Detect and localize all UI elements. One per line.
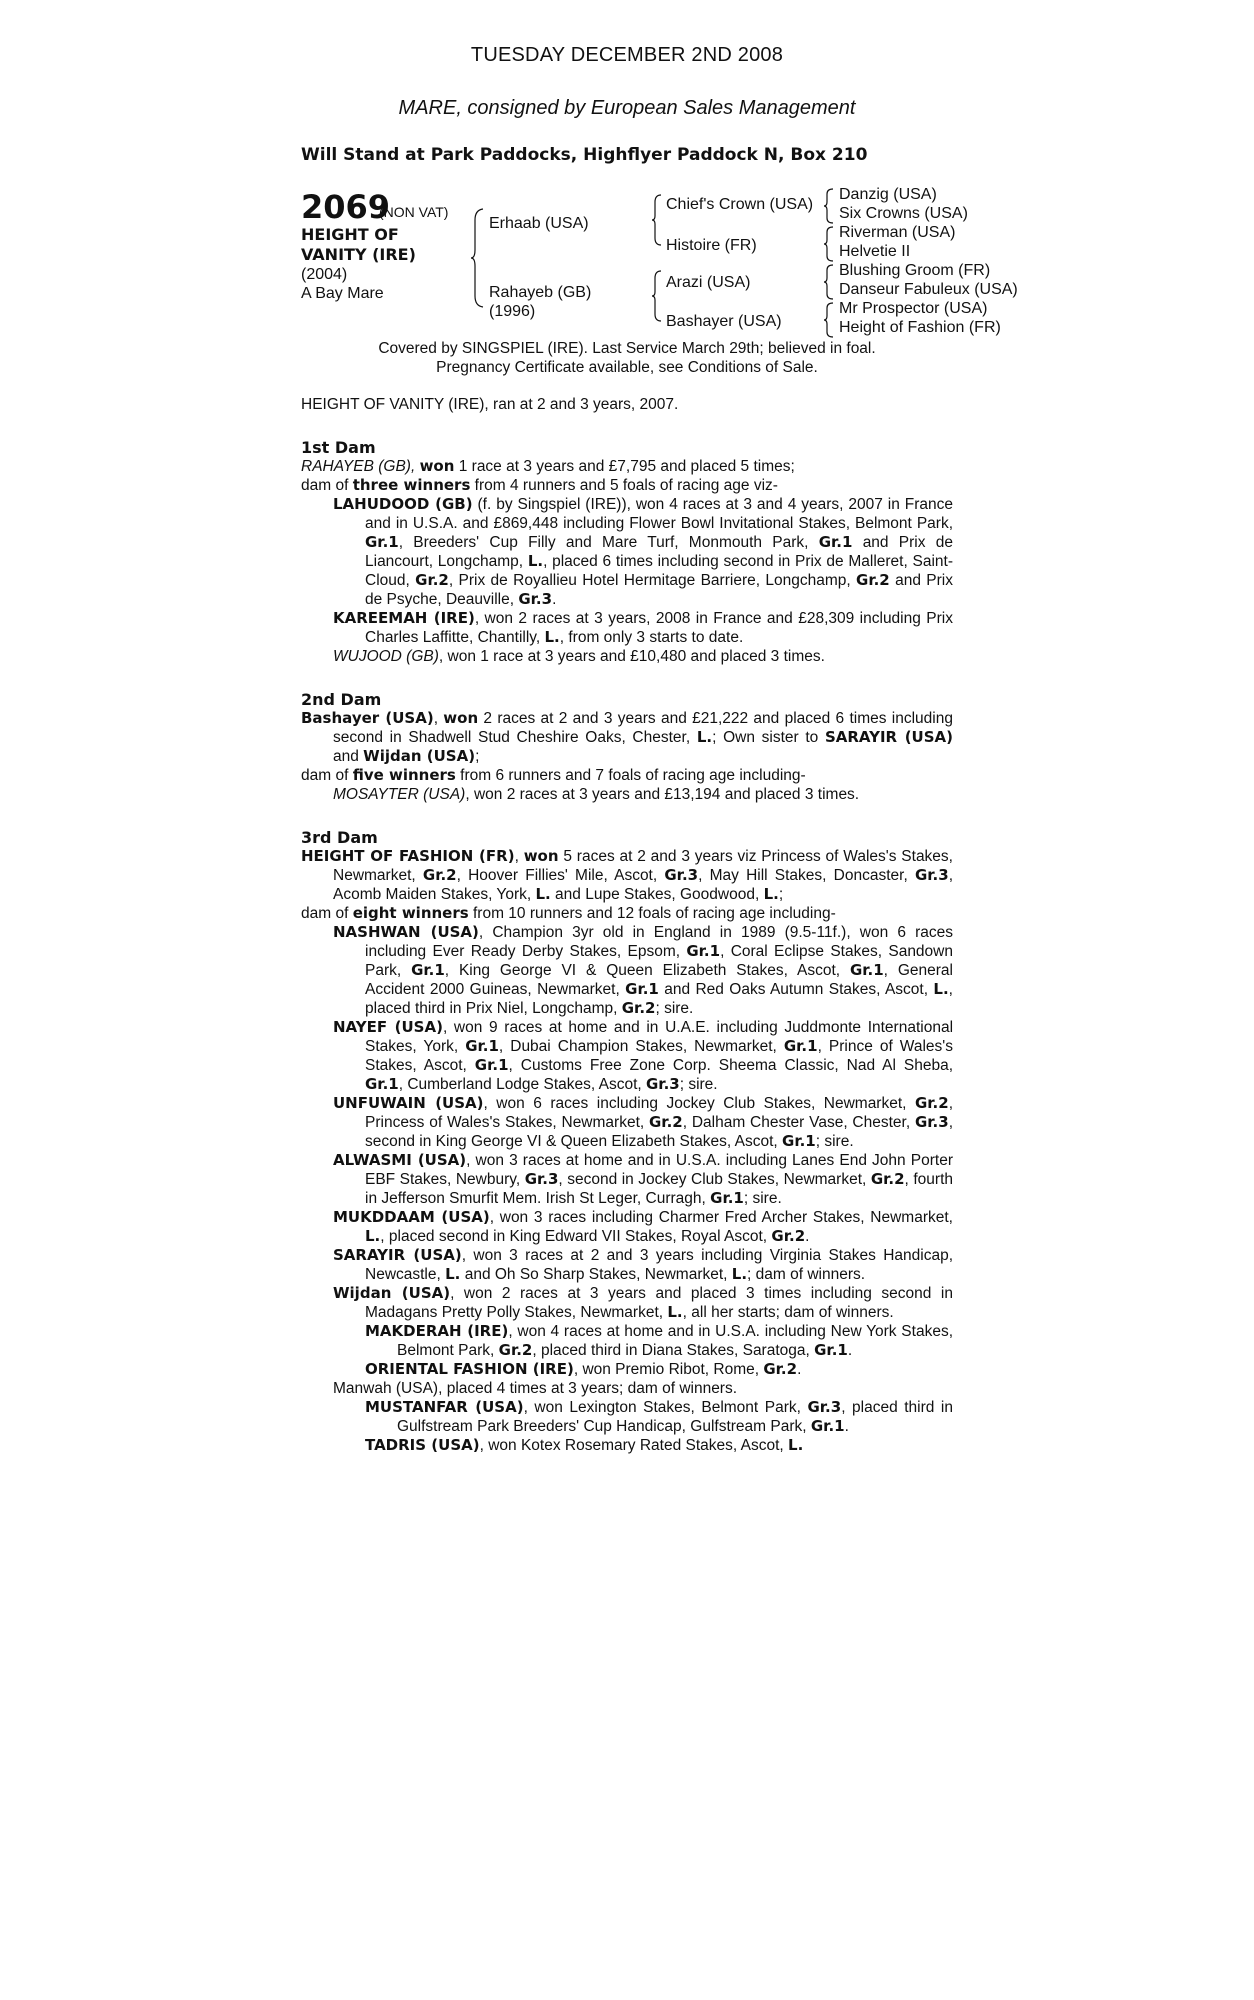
- entry-text: , placed second in King Edward VII Stakes, Royal Ascot,: [380, 1228, 772, 1245]
- covered-notice: [0, 339, 1254, 377]
- second-dam-name: Bashayer (USA): [301, 709, 434, 727]
- entry-text: , won 4 races at home and in U.S.A. including New York Stakes, Belmont Park,: [397, 1323, 953, 1359]
- entry-text: ;: [475, 748, 480, 765]
- first-dam-record-text: 1 race at 3 years and £7,795 and placed 5 times;: [454, 458, 795, 475]
- third-dam-produce: [301, 904, 953, 923]
- entry-text: ; Own sister to: [712, 729, 825, 746]
- entry-text: ; sire.: [815, 1133, 854, 1150]
- entry-text: ; sire.: [655, 1000, 694, 1017]
- entry-text: .: [847, 1342, 853, 1359]
- produce-text: dam of: [301, 477, 353, 494]
- produce-entry-mukddaam: [333, 1208, 953, 1246]
- produce-text: dam of: [301, 767, 353, 784]
- produce-entry-tadris: [365, 1436, 953, 1455]
- consignment-line: MARE, consigned by European Sales Management: [398, 97, 856, 119]
- winners-count: eight winners: [352, 904, 469, 922]
- won-label: won: [523, 847, 559, 865]
- produce-entry-oriental-fashion: [365, 1360, 953, 1379]
- intro-line: HEIGHT OF VANITY (IRE), ran at 2 and 3 years, 2007.: [301, 396, 679, 413]
- grade-label: Gr.1: [465, 1037, 499, 1055]
- listed-label: L.: [667, 1303, 683, 1321]
- produce-entry-mustanfar: [365, 1398, 953, 1436]
- horse-description: A Bay Mare: [301, 285, 384, 302]
- entry-text: , Dubai Champion Stakes, Newmarket,: [498, 1038, 784, 1055]
- grade-label: Gr.3: [807, 1398, 842, 1416]
- covered-line-1: Covered by SINGSPIEL (IRE). Last Service March 29th; believed in foal.: [378, 340, 876, 357]
- entry-text: (f. by Singspiel (IRE)), won 4 races at 3 and 4 years, 2007 in France and in U.S.A. and £869,448 including Flower Bowl Invitational Stakes, Belmont Park,: [365, 496, 953, 532]
- entry-text: , all her starts; dam of winners.: [682, 1304, 894, 1321]
- entry-text: , placed third in Prix Niel, Longchamp,: [365, 981, 953, 1017]
- listed-label: L.: [527, 552, 544, 570]
- entry-text: , won Premio Ribot, Rome,: [573, 1361, 764, 1378]
- gg-4: Helvetie II: [839, 243, 911, 260]
- listed-label: L.: [535, 885, 551, 903]
- third-dam-heading: 3rd Dam: [301, 828, 378, 847]
- dam-dam: Bashayer (USA): [666, 313, 782, 330]
- produce-entry-kareemah: [333, 609, 953, 647]
- produce-text: from 4 runners and 5 foals of racing age viz-: [470, 477, 778, 494]
- entry-text: , second in Jockey Club Stakes, Newmarket,: [558, 1171, 871, 1188]
- pedigree-brace-g4: [824, 302, 834, 338]
- dam-year: (1996): [489, 303, 536, 320]
- pedigree-brace-dam: [652, 270, 662, 322]
- won-label: won: [443, 709, 479, 727]
- entry-text: ,: [433, 710, 444, 727]
- entry-text: , Hoover Fillies' Mile, Ascot,: [456, 867, 665, 884]
- third-dam-record: [301, 847, 953, 904]
- produce-entry-alwasmi: [333, 1151, 953, 1208]
- gg-2: Six Crowns (USA): [839, 205, 968, 222]
- entry-text: , won Kotex Rosemary Rated Stakes, Ascot,: [479, 1437, 789, 1454]
- first-dam-name: RAHAYEB (GB),: [301, 458, 420, 475]
- gg-7: Mr Prospector (USA): [839, 300, 988, 317]
- won-label: won: [419, 457, 455, 475]
- first-dam-heading: 1st Dam: [301, 438, 376, 457]
- horse-name-line1: HEIGHT OF: [301, 225, 399, 244]
- sale-date: TUESDAY DECEMBER 2ND 2008: [470, 44, 784, 66]
- second-dam-heading: 2nd Dam: [301, 690, 382, 709]
- grade-label: Gr.3: [524, 1170, 559, 1188]
- pedigree-brace-main: [471, 208, 485, 308]
- grade-label: Gr.2: [621, 999, 656, 1017]
- grade-label: Gr.2: [649, 1113, 683, 1131]
- grade-label: Gr.1: [818, 533, 853, 551]
- entry-text: and: [333, 748, 364, 765]
- horse-name-line2: VANITY (IRE): [301, 245, 416, 264]
- covered-line-2: Pregnancy Certificate available, see Conditions of Sale.: [436, 359, 818, 376]
- sire-sire: Chief's Crown (USA): [666, 196, 814, 213]
- entry-text: , won 1 race at 3 years and £10,480 and placed 3 times.: [438, 648, 825, 665]
- grade-label: Gr.2: [771, 1227, 806, 1245]
- horse-name: TADRIS (USA): [365, 1436, 480, 1454]
- entry-text: , won 3 races at home and in U.S.A. including Lanes End John Porter EBF Stakes, Newbury,: [365, 1152, 953, 1188]
- produce-entry-mosayter: [333, 785, 953, 804]
- winners-count: three winners: [352, 476, 471, 494]
- entry-text: and Prix de Psyche, Deauville,: [365, 572, 953, 608]
- entry-text: , Acomb Maiden Stakes, York,: [333, 867, 953, 903]
- entry-text: , Coral Eclipse Stakes, Sandown Park,: [365, 943, 953, 979]
- grade-label: Gr.3: [914, 1113, 949, 1131]
- gg-6: Danseur Fabuleux (USA): [839, 281, 1018, 298]
- entry-text: , placed third in Diana Stakes, Saratoga,: [532, 1342, 815, 1359]
- entry-text: , Champion 3yr old in England in 1989 (9.5-11f.), won 6 races including Ever Ready Derby Stakes, Epsom,: [365, 924, 953, 960]
- horse-name: NASHWAN (USA): [333, 923, 479, 941]
- entry-text: and Lupe Stakes, Goodwood,: [550, 886, 764, 903]
- listed-label: L.: [696, 728, 713, 746]
- grade-label: Gr.1: [365, 533, 399, 551]
- grade-label: Gr.2: [763, 1360, 798, 1378]
- entry-text: 5 races at 2 and 3 years viz Princess of Wales's Stakes, Newmarket,: [333, 848, 953, 884]
- produce-text: dam of: [301, 905, 353, 922]
- entry-text: , Breeders' Cup Filly and Mare Turf, Monmouth Park,: [398, 534, 819, 551]
- listed-label: L.: [763, 885, 779, 903]
- grade-label: Gr.1: [782, 1132, 816, 1150]
- grade-label: Gr.1: [411, 961, 445, 979]
- grade-label: Gr.3: [518, 590, 553, 608]
- horse-name: Wijdan (USA): [363, 747, 476, 765]
- grade-label: Gr.1: [474, 1056, 509, 1074]
- entry-text: , Customs Free Zone Corp. Sheema Classic, Nad Al Sheba,: [508, 1057, 953, 1074]
- entry-text: ; dam of winners.: [747, 1266, 866, 1283]
- entry-text: , fourth in Jefferson Smurfit Mem. Irish St Leger, Curragh,: [365, 1171, 953, 1207]
- pedigree-brace-g1: [824, 188, 834, 224]
- entry-text: , from only 3 starts to date.: [559, 629, 744, 646]
- entry-text: .: [797, 1361, 802, 1378]
- produce-entry-lahudood: [333, 495, 953, 609]
- horse-name: MAKDERAH (IRE): [365, 1322, 509, 1340]
- stand-location: Will Stand at Park Paddocks, Highflyer Paddock N, Box 210: [301, 145, 868, 165]
- grade-label: Gr.1: [849, 961, 884, 979]
- entry-text: .: [805, 1228, 810, 1245]
- entry-text: 2 races at 2 and 3 years and £21,222 and placed 6 times including second in Shadwell Stud Cheshire Oaks, Chester,: [333, 710, 953, 746]
- grade-label: Gr.1: [814, 1341, 848, 1359]
- produce-text: from 10 runners and 12 foals of racing age including-: [468, 905, 836, 922]
- entry-text: , Prix de Royallieu Hotel Hermitage Barriere, Longchamp,: [448, 572, 857, 589]
- gg-5: Blushing Groom (FR): [839, 262, 991, 279]
- entry-text: , won 2 races at 3 years, 2008 in France and £28,309 including Prix Charles Laffitte, Chantilly,: [365, 610, 953, 646]
- listed-label: L.: [731, 1265, 748, 1283]
- listed-label: L.: [788, 1436, 804, 1454]
- dam-sire: Arazi (USA): [666, 274, 751, 291]
- sire: Erhaab (USA): [489, 215, 589, 232]
- first-dam-produce: [301, 476, 953, 495]
- grade-label: Gr.3: [646, 1075, 680, 1093]
- produce-entry-manwah: Manwah (USA), placed 4 times at 3 years; dam of winners.: [333, 1380, 738, 1397]
- grade-label: Gr.2: [914, 1094, 949, 1112]
- produce-entry-nayef: [333, 1018, 953, 1094]
- produce-text: from 6 runners and 7 foals of racing age including-: [455, 767, 806, 784]
- horse-name: UNFUWAIN (USA): [333, 1094, 484, 1112]
- grade-label: Gr.1: [710, 1189, 744, 1207]
- horse-name: LAHUDOOD (GB): [333, 495, 473, 513]
- gg-3: Riverman (USA): [839, 224, 956, 241]
- horse-name: WUJOOD (GB): [333, 648, 439, 665]
- horse-name: MOSAYTER (USA): [333, 786, 466, 803]
- grade-label: Gr.2: [870, 1170, 905, 1188]
- lot-number: 2069: [301, 188, 391, 226]
- entry-text: , won Lexington Stakes, Belmont Park,: [523, 1399, 808, 1416]
- pedigree-brace-g2: [824, 226, 834, 262]
- horse-name: [301, 225, 416, 265]
- grade-label: Gr.2: [422, 866, 457, 884]
- entry-text: ; sire.: [743, 1190, 782, 1207]
- pedigree-brace-sire: [652, 194, 662, 246]
- third-dam-name: HEIGHT OF FASHION (FR): [301, 847, 515, 865]
- entry-text: and Prix de Liancourt, Longchamp,: [365, 534, 953, 570]
- horse-name: KAREEMAH (IRE): [333, 609, 475, 627]
- entry-text: ; sire.: [679, 1076, 718, 1093]
- horse-name: ALWASMI (USA): [333, 1151, 467, 1169]
- grade-label: Gr.1: [686, 942, 721, 960]
- entry-text: , Dalham Chester Vase, Chester,: [682, 1114, 915, 1131]
- entry-text: ,: [514, 848, 524, 865]
- entry-text: , won 3 races including Charmer Fred Archer Stakes, Newmarket,: [489, 1209, 953, 1226]
- entry-text: , King George VI & Queen Elizabeth Stakes, Ascot,: [444, 962, 850, 979]
- entry-text: , won 9 races at home and in U.A.E. including Juddmonte International Stakes, York,: [365, 1019, 954, 1055]
- horse-name: SARAYIR (USA): [333, 1246, 462, 1264]
- listed-label: L.: [933, 980, 949, 998]
- grade-label: Gr.2: [856, 571, 890, 589]
- foaling-year: (2004): [301, 266, 348, 283]
- horse-name: MUKDDAAM (USA): [333, 1208, 490, 1226]
- grade-label: Gr.3: [914, 866, 949, 884]
- entry-text: , May Hill Stakes, Doncaster,: [698, 867, 915, 884]
- grade-label: Gr.2: [415, 571, 449, 589]
- entry-text: and Red Oaks Autumn Stakes, Ascot,: [658, 981, 934, 998]
- horse-name: SARAYIR (USA): [824, 728, 953, 746]
- entry-text: , won 2 races at 3 years and £13,194 and placed 3 times.: [465, 786, 860, 803]
- entry-text: , Prince of Wales's Stakes, Ascot,: [365, 1038, 953, 1074]
- horse-name: MUSTANFAR (USA): [365, 1398, 524, 1416]
- pedigree-brace-g3: [824, 264, 834, 300]
- listed-label: L.: [445, 1265, 461, 1283]
- listed-label: L.: [365, 1227, 381, 1245]
- sire-dam: Histoire (FR): [666, 237, 757, 254]
- entry-text: , Princess of Wales's Stakes, Newmarket,: [365, 1095, 953, 1131]
- entry-text: .: [552, 591, 557, 608]
- entry-text: , placed third in Gulfstream Park Breeders' Cup Handicap, Gulfstream Park,: [397, 1399, 953, 1435]
- grade-label: Gr.2: [498, 1341, 533, 1359]
- entry-text: ;: [778, 886, 784, 903]
- grade-label: Gr.1: [783, 1037, 818, 1055]
- produce-entry-nashwan: [333, 923, 953, 1018]
- grade-label: Gr.1: [810, 1417, 845, 1435]
- catalogue-body: [301, 395, 953, 1455]
- produce-entry-unfuwain: [333, 1094, 953, 1151]
- entry-text: , Cumberland Lodge Stakes, Ascot,: [398, 1076, 646, 1093]
- entry-text: , placed 6 times including second in Prix de Malleret, Saint-Cloud,: [365, 553, 953, 589]
- entry-text: , won 2 races at 3 years and placed 3 times including second in Madagans Pretty Polly Stakes, Newmarket,: [365, 1285, 953, 1321]
- entry-text: , second in King George VI & Queen Elizabeth Stakes, Ascot,: [365, 1114, 954, 1150]
- winners-count: five winners: [352, 766, 456, 784]
- produce-entry-wujood: [333, 647, 953, 666]
- produce-entry-wijdan: [333, 1284, 953, 1322]
- pedigree-block: [301, 188, 1021, 348]
- entry-text: .: [844, 1418, 849, 1435]
- gg-1: Danzig (USA): [839, 186, 937, 203]
- entry-text: , won 6 races including Jockey Club Stakes, Newmarket,: [483, 1095, 915, 1112]
- entry-text: , General Accident 2000 Guineas, Newmarket,: [365, 962, 953, 998]
- produce-entry-sarayir: [333, 1246, 953, 1284]
- produce-entry-makderah: [365, 1322, 953, 1360]
- grade-label: Gr.3: [664, 866, 699, 884]
- vat-status: (NON VAT): [379, 204, 449, 220]
- horse-name: ORIENTAL FASHION (IRE): [365, 1360, 574, 1378]
- second-dam-record: [301, 709, 953, 766]
- first-dam-record: [301, 457, 953, 476]
- grade-label: Gr.1: [365, 1075, 399, 1093]
- entry-text: , won 3 races at 2 and 3 years including Virginia Stakes Handicap, Newcastle,: [365, 1247, 953, 1283]
- horse-name: Wijdan (USA): [333, 1284, 451, 1302]
- second-dam-produce: [301, 766, 953, 785]
- dam: Rahayeb (GB): [489, 284, 592, 301]
- gg-8: Height of Fashion (FR): [839, 319, 1001, 336]
- grade-label: Gr.1: [625, 980, 659, 998]
- listed-label: L.: [544, 628, 560, 646]
- horse-name: NAYEF (USA): [333, 1018, 443, 1036]
- entry-text: and Oh So Sharp Stakes, Newmarket,: [460, 1266, 732, 1283]
